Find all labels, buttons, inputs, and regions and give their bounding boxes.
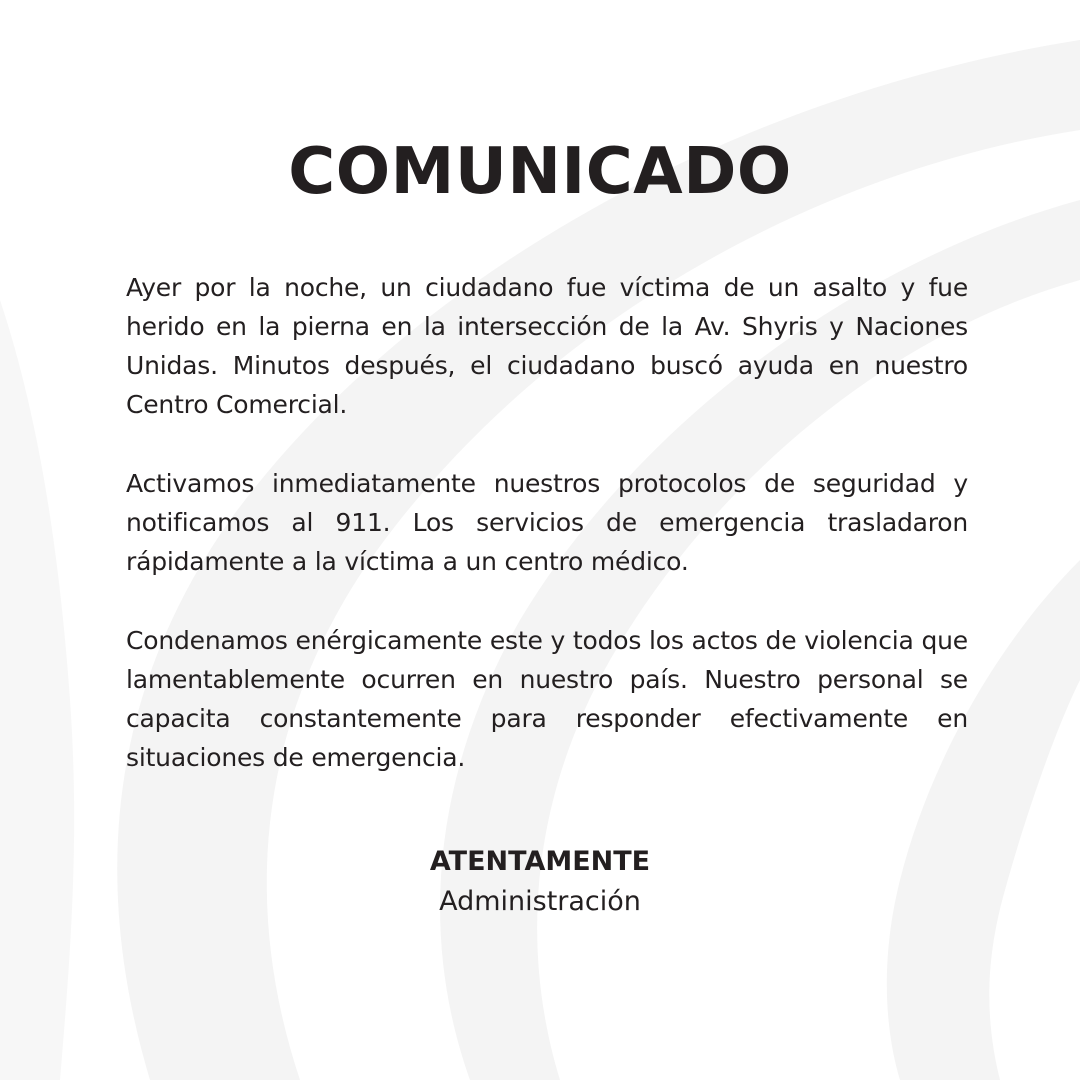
paragraph-incident: Ayer por la noche, un ciudadano fue víctima de un asalto y fue herido en la pierna en la intersección de la Av. Shyris y Naciones Unidas. Minutos después, el ciudadano buscó ayuda en nuestro Centro Comercial.	[126, 273, 968, 419]
closing-salutation: ATENTAMENTE	[429, 846, 651, 877]
paragraph-condemnation: Condenamos enérgicamente este y todos los actos de violencia que lamentablemente ocurren en nuestro país. Nuestro personal se capacita constantemente para responder efectivamente en situaciones de emergencia.	[126, 626, 968, 772]
paragraph-response: Activamos inmediatamente nuestros protocolos de seguridad y notificamos al 911. Los servicios de emergencia trasladaron rápidamente a la víctima a un centro médico.	[126, 469, 968, 576]
closing-block	[0, 842, 1080, 922]
page-title: COMUNICADO	[288, 135, 792, 209]
closing-signatory: Administración	[439, 886, 641, 917]
announcement-body	[126, 268, 968, 817]
